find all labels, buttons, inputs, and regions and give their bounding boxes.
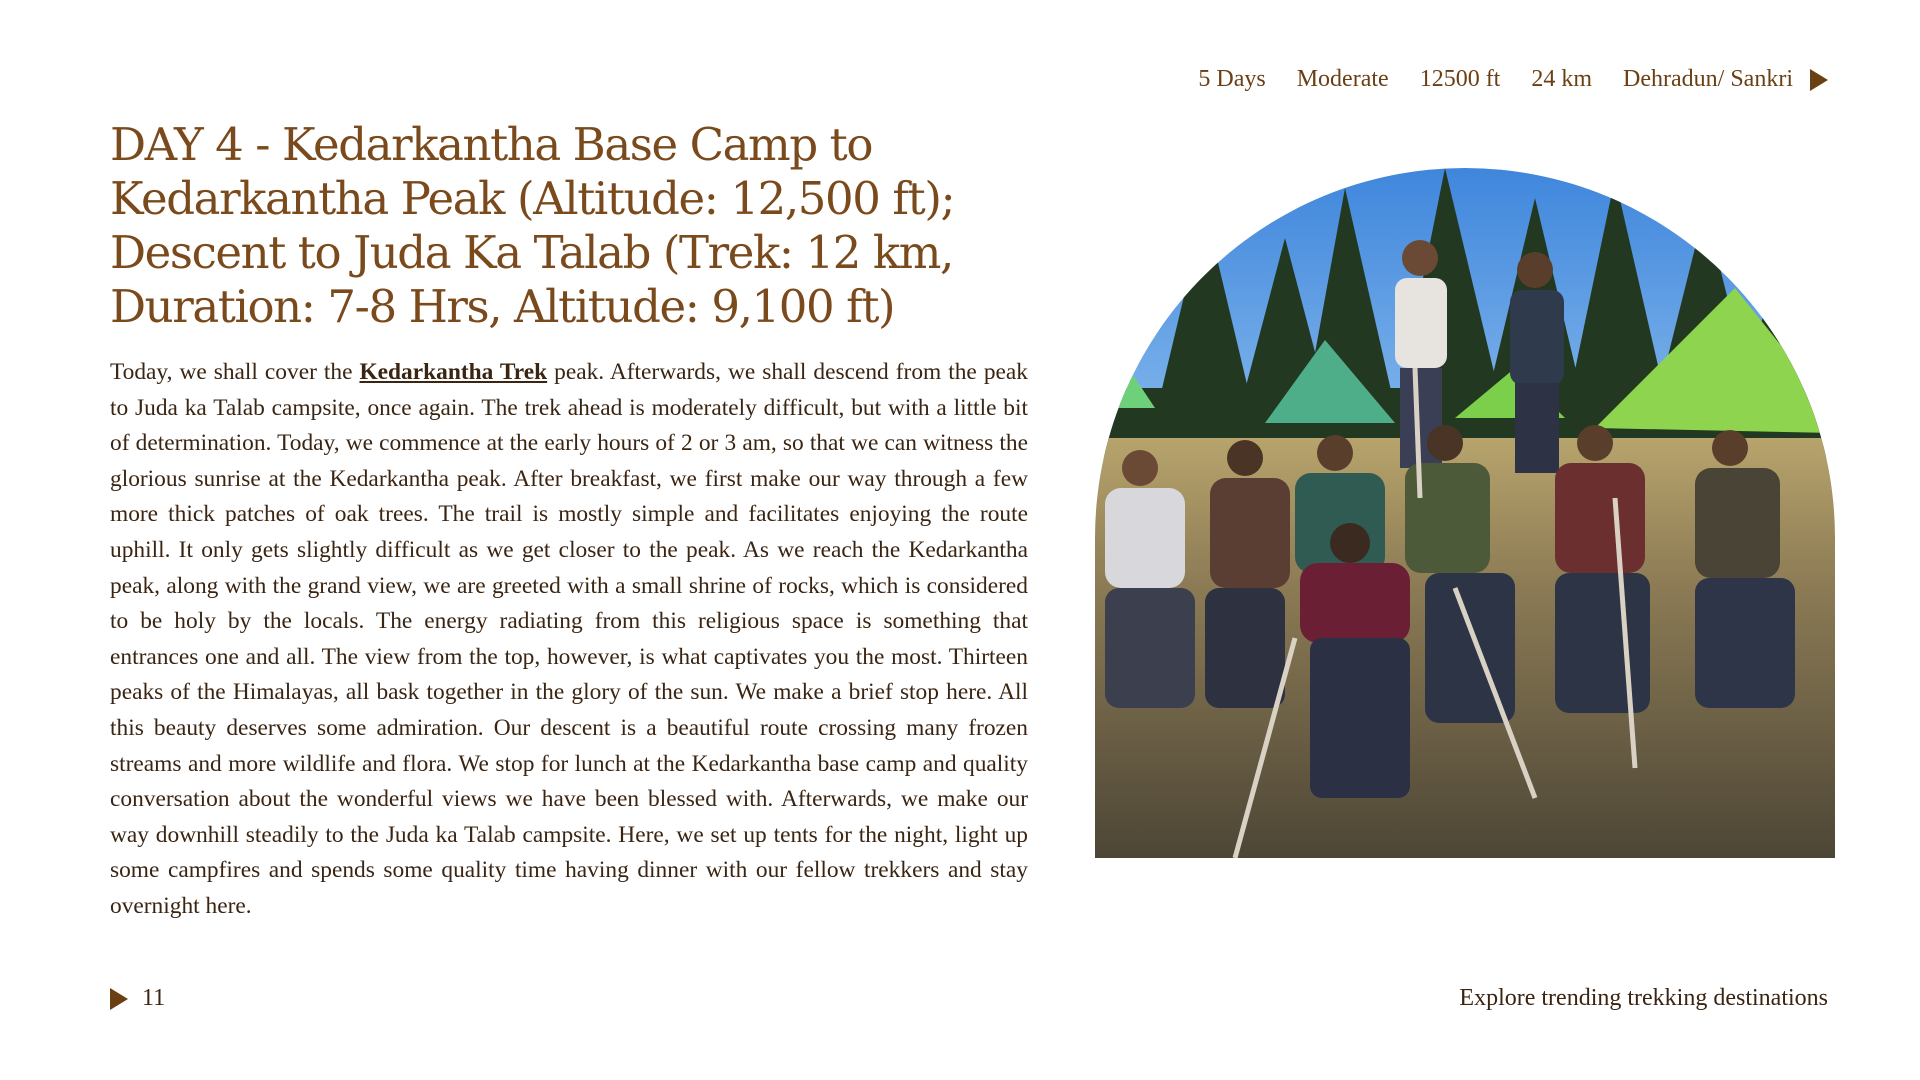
day-title: DAY 4 - Kedarkantha Base Camp to Kedarkantha Peak (Altitude: 12,500 ft); Descent to Juda Ka Talab (Trek: 12 km, Duration: 7-8 Hrs, Altitude: 9,100 ft) bbox=[110, 118, 955, 333]
kedarkantha-trek-link[interactable]: Kedarkantha Trek bbox=[359, 359, 548, 385]
play-triangle-icon bbox=[110, 988, 128, 1010]
trek-difficulty: Moderate bbox=[1296, 66, 1389, 92]
group-photo bbox=[1095, 168, 1835, 858]
trek-duration: 5 Days bbox=[1198, 66, 1266, 92]
trek-info-bar bbox=[1198, 66, 1828, 93]
page-number: 11 bbox=[142, 985, 166, 1011]
page-indicator bbox=[110, 985, 165, 1012]
description-intro: Today, we shall cover the bbox=[110, 359, 360, 385]
trek-distance: 24 km bbox=[1531, 66, 1593, 92]
play-triangle-icon bbox=[1810, 69, 1828, 91]
footer-tagline: Explore trending trekking destinations bbox=[1459, 985, 1828, 1011]
trek-altitude: 12500 ft bbox=[1419, 66, 1501, 92]
description-rest: peak. Afterwards, we shall descend from the peak to Juda ka Talab campsite, once again. The trek ahead is moderately difficult, but with a little bit of determination. Today, we commence at the early hours of 2 or 3 am, so that we can witness the glorious sunrise at the Kedarkantha peak. After breakfast, we first make our way through a few more thick patches of oak trees. The trail is mostly simple and facilitates enjoying the route uphill. It only gets slightly difficult as we get closer to the peak. As we reach the Kedarkantha peak, along with the grand view, we are greeted with a small shrine of rocks, which is considered to be holy by the locals. The energy radiating from this religious space is something that entrances one and all. The view from the top, however, is what captivates you the most. Thirteen peaks of the Himalayas, all bask together in the glory of the sun. We make a brief stop here. All this beauty deserves some admiration. Our descent is a beautiful route crossing many frozen streams and more wildlife and flora. We stop for lunch at the Kedarkantha base camp and quality conversation about the wonderful views we have been blessed with. Afterwards, we make our way downhill steadily to the Juda ka Talab campsite. Here, we set up tents for the night, light up some campfires and spends some quality time having dinner with our fellow trekkers and stay overnight here. bbox=[110, 359, 1028, 919]
group-photo-image bbox=[1095, 168, 1835, 858]
day-description bbox=[110, 355, 1028, 925]
trek-base: Dehradun/ Sankri bbox=[1623, 66, 1793, 92]
